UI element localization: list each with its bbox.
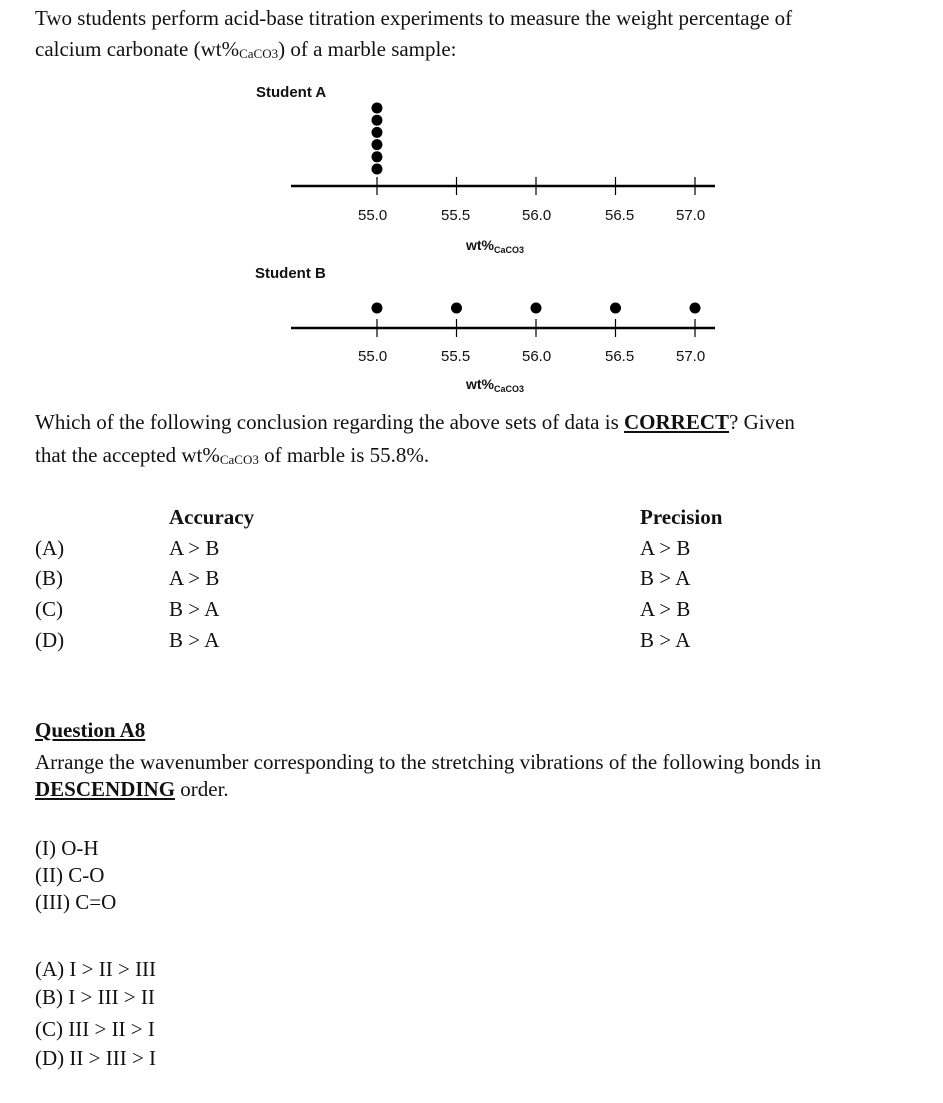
tick-label: 56.0 [522,207,552,224]
intro-line-1: Two students perform acid-base titration experiments to measure the weight percentage of [35,6,793,30]
bond-item: (I) O-H [35,836,99,860]
data-point [372,164,383,175]
precision-header: Precision [640,505,723,529]
option-label: (D) [35,628,65,652]
tick-label: 57.0 [676,207,706,224]
data-point [372,151,383,162]
option-label: (C) [35,597,63,621]
choice-item: (A) I > II > III [35,957,157,981]
choice-item: (C) III > II > I [35,1017,155,1041]
data-point [372,139,383,150]
option-precision: B > A [640,566,691,590]
data-point [372,303,383,314]
bond-item: (III) C=O [35,890,117,914]
option-accuracy: B > A [169,628,220,652]
tick-label: 56.0 [522,348,552,365]
question-line-2: that the accepted $wt\%_{CaCO3}$ of marble is 55.8%. [35,443,430,467]
option-label: (A) [35,536,65,560]
x-axis-title: $wt\%_{CaCO3}$ [466,376,525,394]
bond-item: (II) C-O [35,863,105,887]
option-precision: A > B [640,536,691,560]
choice-item: (B) I > III > II [35,985,155,1009]
tick-label: 57.0 [676,348,706,365]
tick-label: 55.0 [358,348,388,365]
intro-line-2: calcium carbonate $(wt\%_{CaCO3})$ of a marble sample: [35,37,457,61]
option-precision: A > B [640,597,691,621]
student-a-label: Student A [256,84,327,101]
data-point [690,303,701,314]
accuracy-header: Accuracy [169,505,255,529]
tick-label: 55.5 [441,348,471,365]
question-line-1: Which of the following conclusion regarding the above sets of data is CORRECT? Given [35,410,795,434]
data-point [610,303,621,314]
tick-label: 55.0 [358,207,388,224]
data-point [451,303,462,314]
data-point [531,303,542,314]
data-point [372,127,383,138]
option-label: (B) [35,566,63,590]
student-b-label: Student B [255,265,326,282]
option-accuracy: A > B [169,566,220,590]
choice-item: (D) II > III > I [35,1046,157,1070]
x-axis-title: $wt\%_{CaCO3}$ [466,237,525,255]
option-accuracy: B > A [169,597,220,621]
tick-label: 55.5 [441,207,471,224]
option-precision: B > A [640,628,691,652]
data-point [372,115,383,126]
q8-line-2: DESCENDING order. [35,777,229,801]
tick-label: 56.5 [605,207,635,224]
tick-label: 56.5 [605,348,635,365]
data-point [372,103,383,114]
q8-line-1: Arrange the wavenumber corresponding to the stretching vibrations of the following bonds in [35,750,822,774]
option-accuracy: A > B [169,536,220,560]
q8-title: Question A8 [35,718,146,742]
